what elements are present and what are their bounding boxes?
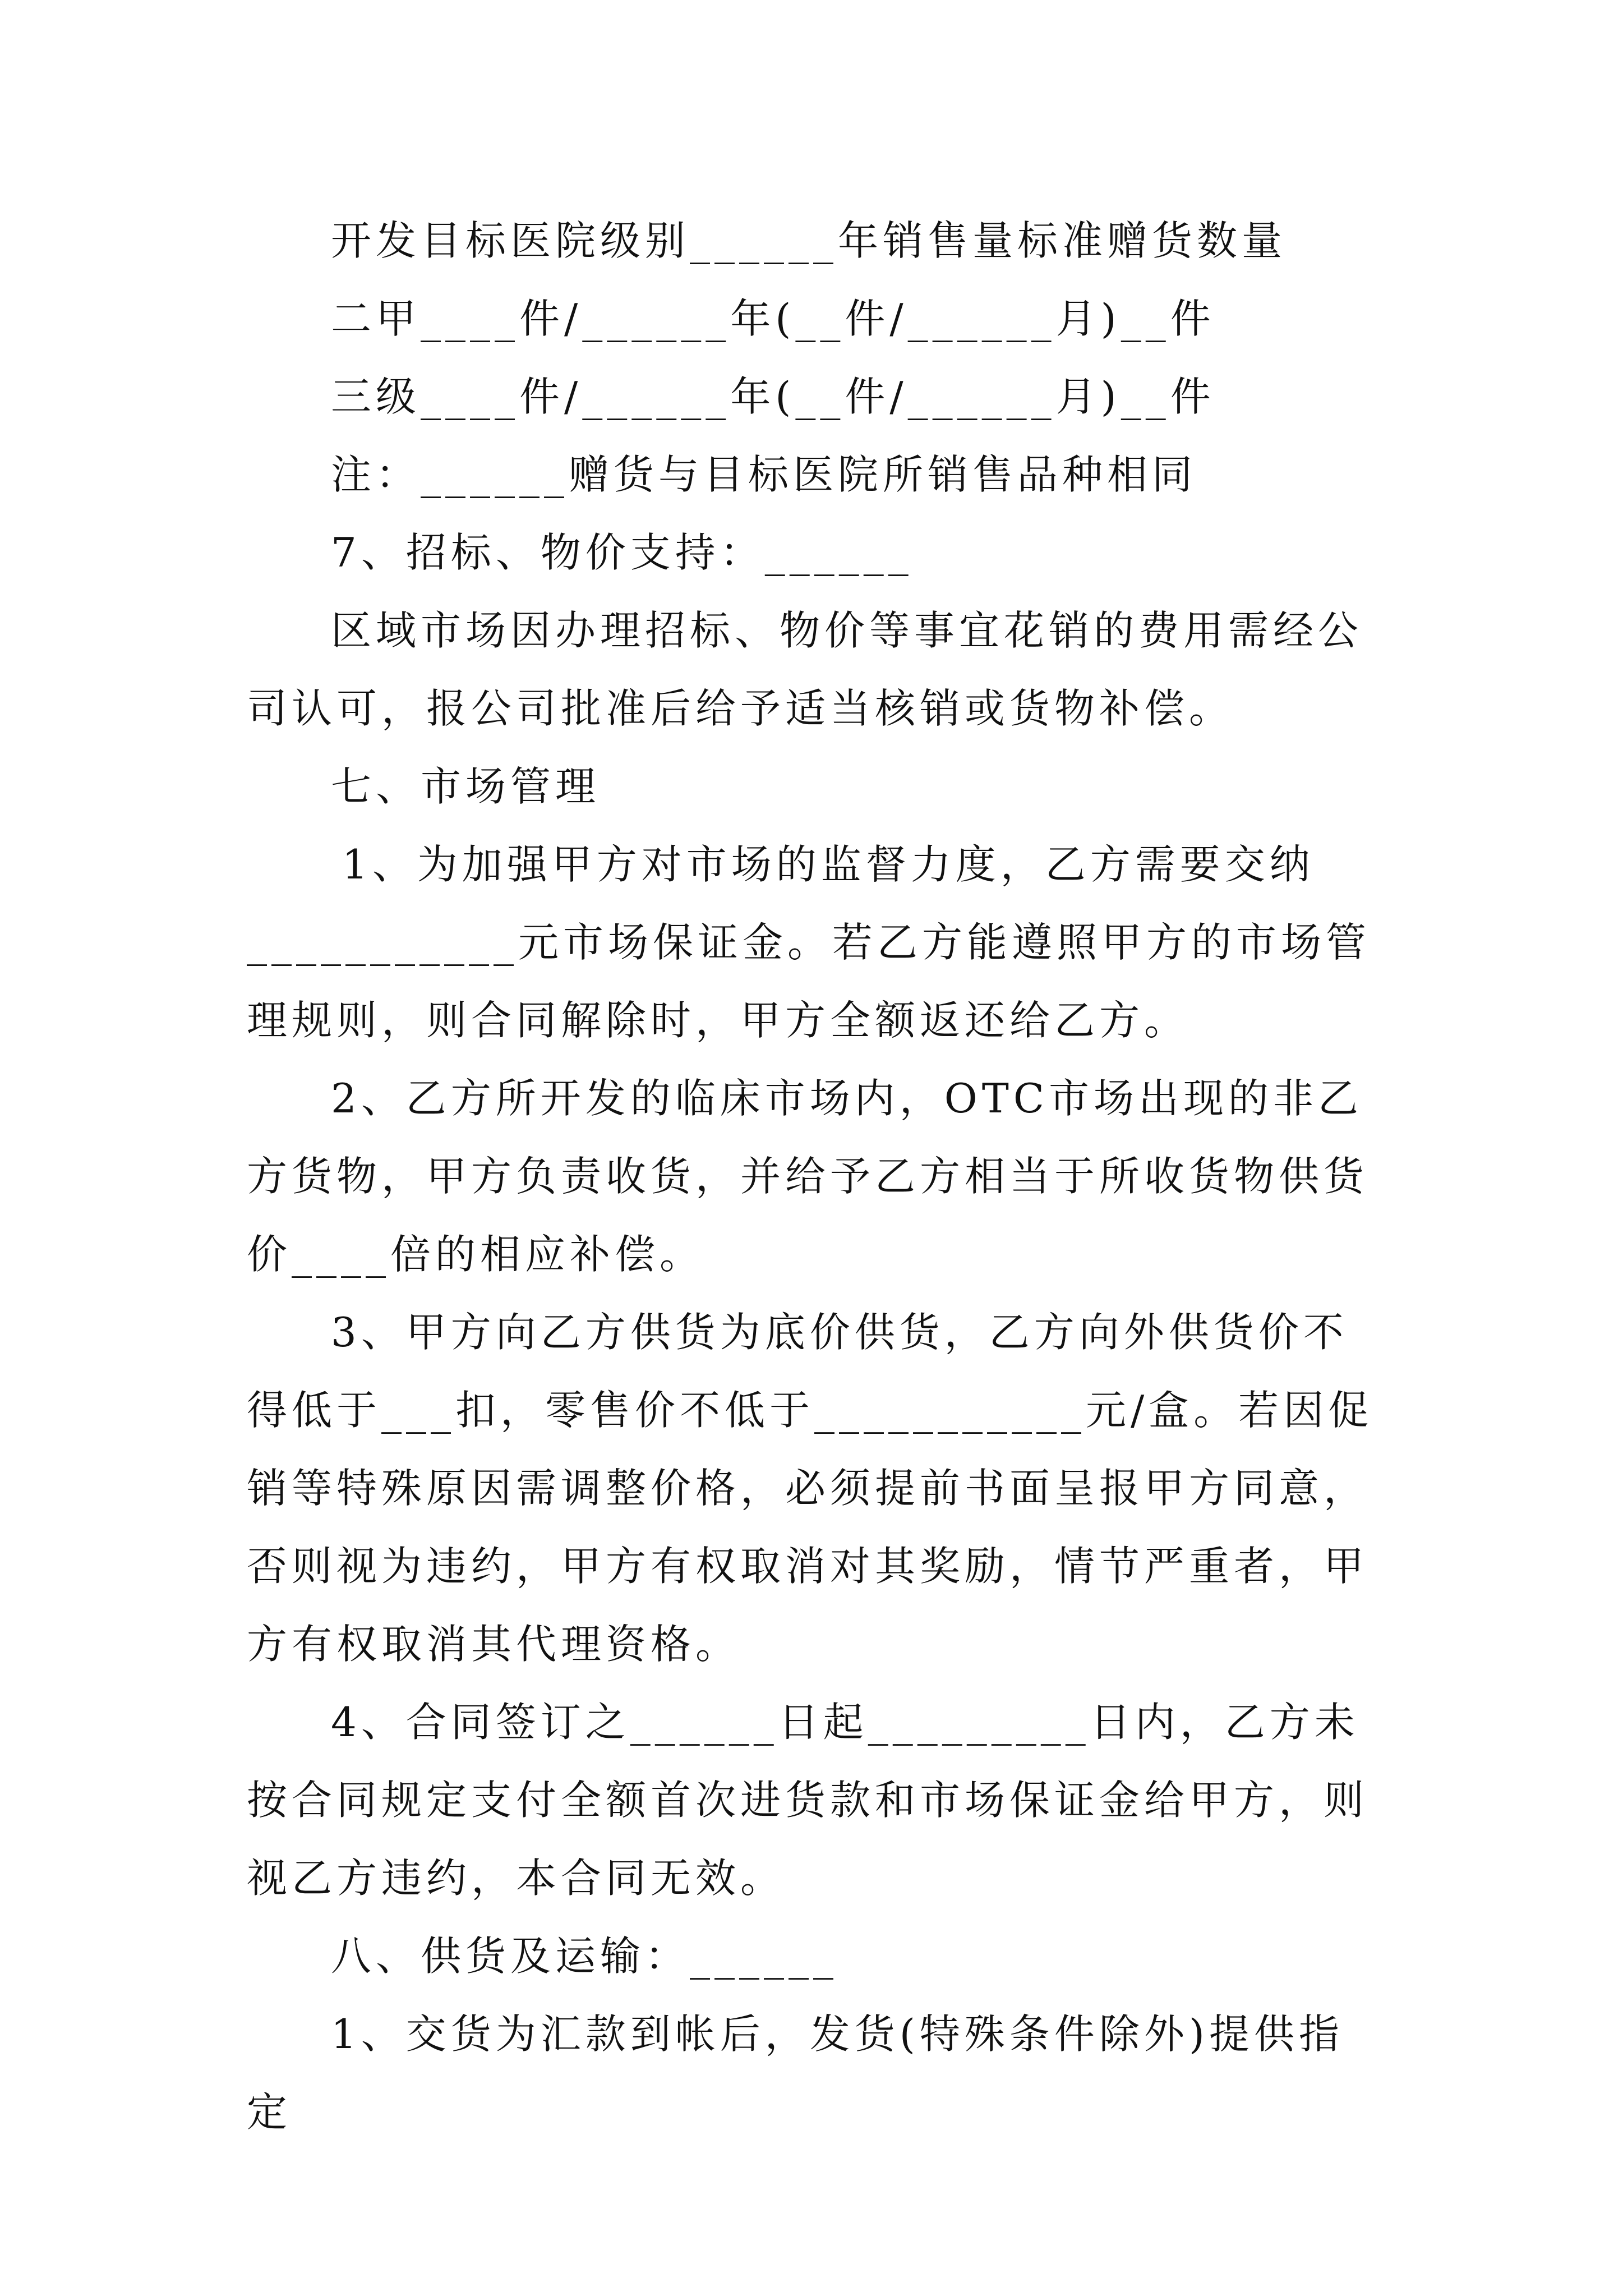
clause-non-party-goods: 2、乙方所开发的临床市场内，OTC市场出现的非乙方货物，甲方负责收货，并给予乙方相当于所收货物供货价____倍的相应补偿。 — [247, 1075, 1369, 1278]
document-body — [247, 202, 1385, 2151]
section-heading-market-management: 七、市场管理 — [331, 763, 601, 810]
clause-delivery: 1、交货为汇款到帐后，发货(特殊条件除外)提供指定 — [247, 2010, 1344, 2136]
gift-note: 注：______赠货与目标医院所销售品种相同 — [331, 451, 1197, 498]
clause-pricing: 3、甲方向乙方供货为底价供货，乙方向外供货价不得低于___扣，零售价不低于___________元/盒。若因促销等特殊原因需调整价格，必须提前书面呈报甲方同意，否则视为违约，甲方有权取消对其奖励，情节严重者，甲方有权取消其代理资格。 — [247, 1309, 1373, 1668]
level-row-erjia: 二甲____件/______年(__件/______月)__件 — [331, 295, 1215, 342]
clause-market-deposit: 1、为加强甲方对市场的监督力度，乙方需要交纳___________元市场保证金。若乙方能遵照甲方的市场管理规则，则合同解除时，甲方全额返还给乙方。 — [247, 841, 1371, 1044]
bidding-support-line: 7、招标、物价支持：______ — [331, 529, 913, 576]
paragraph-bidding-cost: 区域市场因办理招标、物价等事宜花销的费用需经公司认可，报公司批准后给予适当核销或货物补偿。 — [247, 607, 1363, 732]
clause-contract-validity: 4、合同签订之______日起_________日内，乙方未按合同规定支付全额首次进货款和市场保证金给甲方，则视乙方违约，本合同无效。 — [247, 1699, 1369, 1902]
level-row-sanji: 三级____件/______年(__件/______月)__件 — [331, 373, 1215, 420]
section-heading-supply-transport: 八、供货及运输：______ — [331, 1932, 838, 1980]
hospital-level-header: 开发目标医院级别______年销售量标准赠货数量 — [331, 217, 1287, 264]
